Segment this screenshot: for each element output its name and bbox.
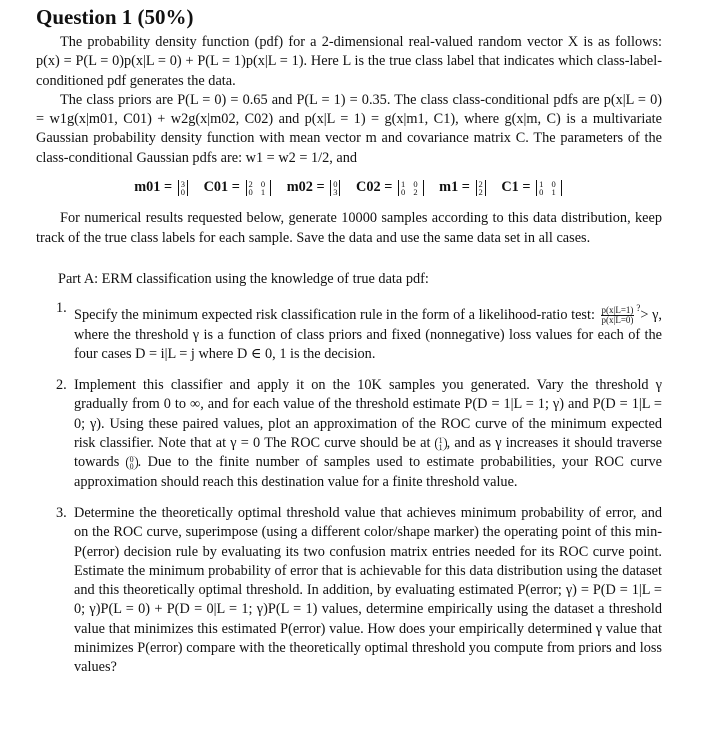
sampling-paragraph: For numerical results requested below, generate 10000 samples according to this data distribution, keep track of the true class labels for each sample. Save the data and use the same data set in all cases. <box>36 210 662 246</box>
matrix-c01: 2 0 0 1 <box>246 180 272 196</box>
matrix-c1: 1 0 0 1 <box>536 180 562 196</box>
roc-start-point: 1 1 <box>435 437 447 451</box>
roc-end-point: 0 0 <box>126 456 138 470</box>
matrix-c02: 1 0 0 2 <box>398 180 424 196</box>
task-list <box>36 299 662 677</box>
param-m02: m02 = 0 3 <box>287 178 343 197</box>
gaussian-parameters-equation <box>36 178 662 197</box>
question-title: Question 1 (50%) <box>36 5 194 29</box>
param-m01: m01 = 3 0 <box>134 178 190 197</box>
pdf-definition-paragraph: The probability density function (pdf) for a 2-dimensional real-valued random vector X is as follows: p(x) = P(L = 0)p(x|L = 0) + P(L = 1)p(x|L = 1). Here L is the true class label that indicates which class-label-conditioned pdf generates the data. <box>36 34 662 89</box>
vector-m02: 0 3 <box>330 180 340 196</box>
task-item-3: 3. Determine the theoretically optimal threshold value that achieves minimum probability of error, and on the ROC curve, superimpose (using a different color/shape marker) the operating point of this min-P(error) decision rule by evaluating its two confusion matrix entries needed for its ROC curve point. Estimate the minimum probability of error that is achievable for this data distribution using the dataset and this theoretically optimal threshold. In addition, by evaluating estimated P(error; γ) = P(D = 1|L = 0; γ)P(L = 0) + P(D = 0|L = 1; γ)P(L = 1) values, determine empirically using the dataset a threshold value that minimizes this estimated P(error) value. How does your empirically determined γ value that minimizes P(error) compare with the theoretically optimal threshold you compute from priors and loss values? <box>56 504 662 676</box>
task-item-2: 2. Implement this classifier and apply it on the 10K samples you generated. Vary the threshold γ gradually from 0 to ∞, and for each value of the threshold estimate P(D = 1|L = 1; γ) and P(D = 1|L = 0; γ). Using these paired values, plot an approximation of the ROC curve of the minimum expected risk classifier. Note that at γ = 0 The ROC curve should be at 1 1 , and as γ increases it should traverse towards 0 0 . Due to the finite number of samples used to estimate probabilities, your ROC curve approximation should reach this destination value for a finite threshold value. <box>56 377 662 490</box>
param-c01: C01 = 2 0 0 1 <box>204 178 274 197</box>
param-m1: m1 = 2 2 <box>439 178 488 197</box>
param-c02: C02 = 1 0 0 2 <box>356 178 426 197</box>
param-c1: C1 = 1 0 0 1 <box>501 178 563 197</box>
likelihood-ratio-fraction: $\frac{p(x|L=1)}{p(x|L=0)}$ <box>601 305 634 326</box>
part-a-heading: Part A: ERM classification using the knowledge of true data pdf: <box>58 270 429 287</box>
document-page <box>36 4 662 690</box>
task-item-1: 1. Specify the minimum expected risk classification rule in the form of a likelihood-ratio test: $\frac{p(x|L=1)}{p(x|L=0)}$ ?> γ, where the threshold γ is a function of class priors and fixed (nonnegative) loss values for each of the four cases D = i|L = j where D ∈ 0, 1 is the decision. <box>56 300 662 362</box>
priors-paragraph: The class priors are P(L = 0) = 0.65 and P(L = 1) = 0.35. The class class-conditional pdfs are p(x|L = 0) = w1g(x|m01, C01) + w2g(x|m02, C02) and p(x|L = 1) = g(x|m1, C1), where g(x|m, C) is a multivariate Gaussian probability density function with mean vector m and covariance matrix C. The parameters of the class-conditional Gaussian pdfs are: w1 = w2 = 1/2, and <box>36 91 662 166</box>
vector-m1: 2 2 <box>476 180 486 196</box>
vector-m01: 3 0 <box>178 180 188 196</box>
